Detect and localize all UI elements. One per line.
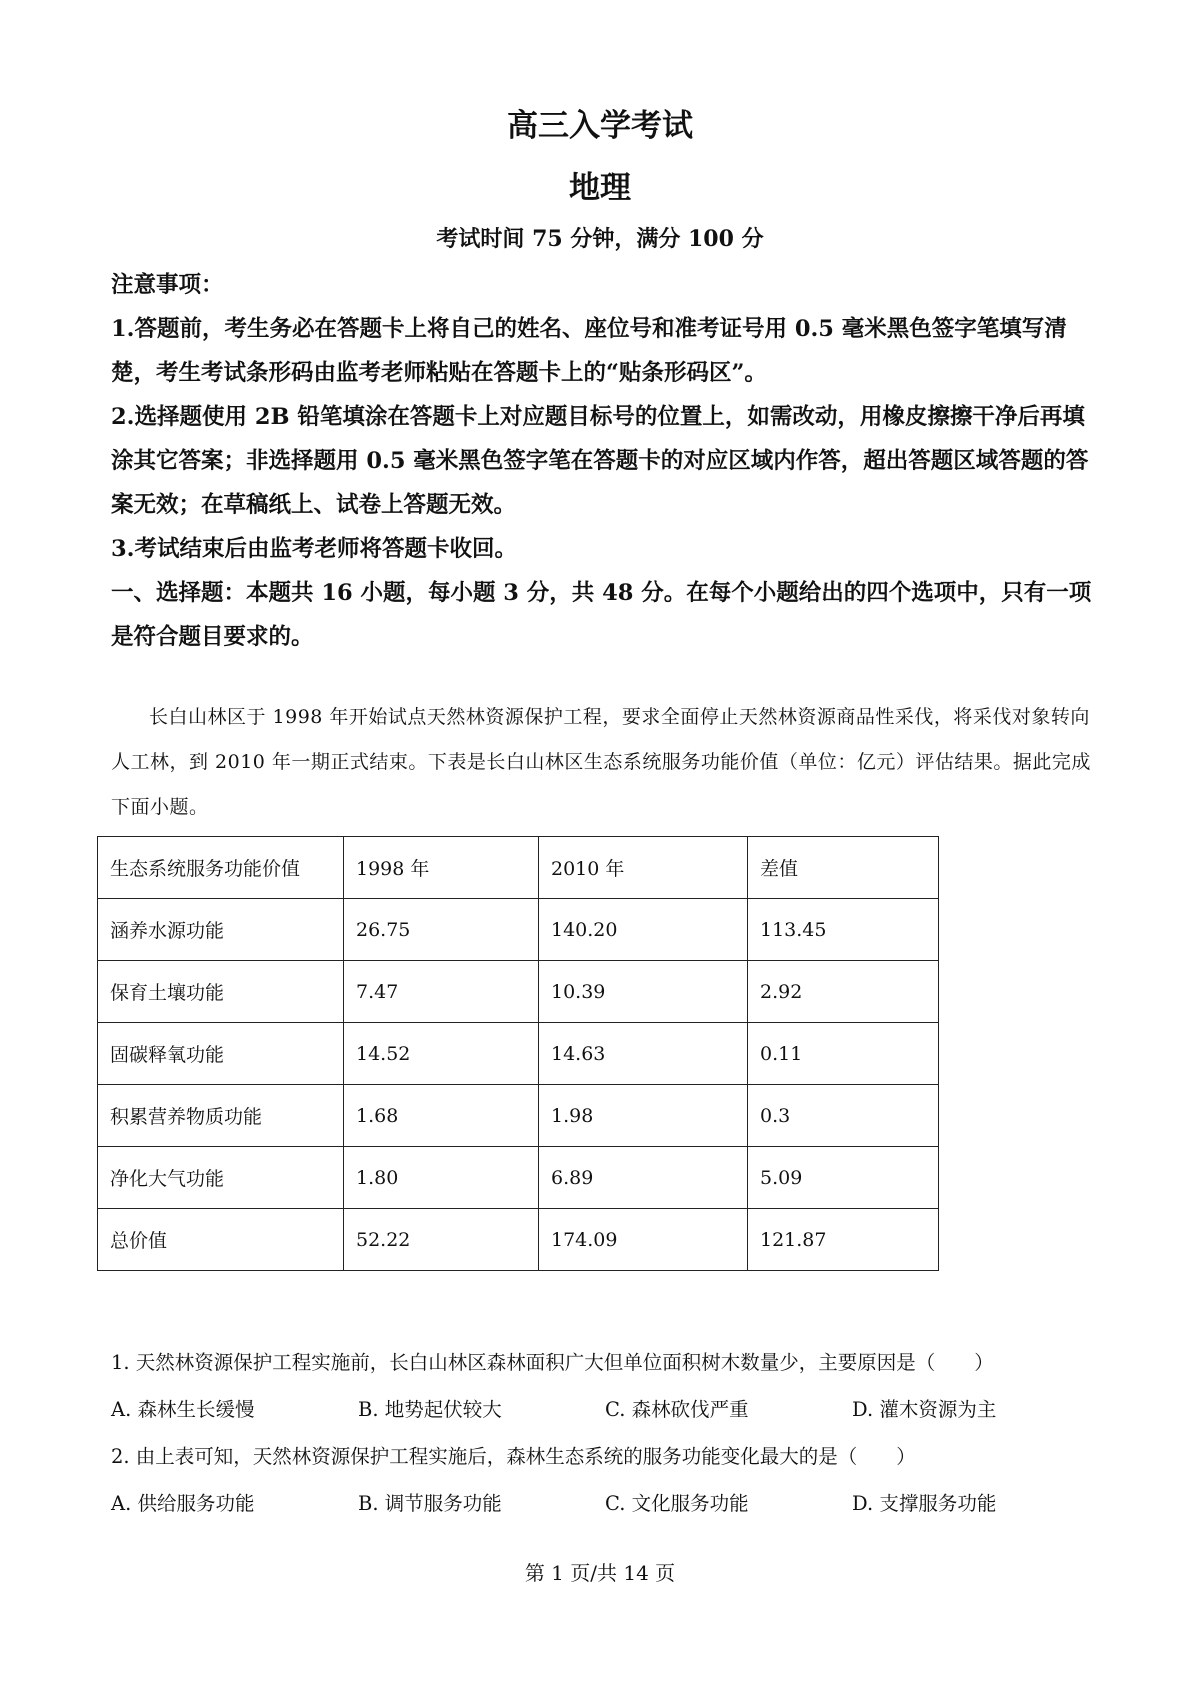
table-cell: 积累营养物质功能 xyxy=(98,1085,344,1147)
page-number: 第 1 页/共 14 页 xyxy=(524,1561,676,1585)
exam-info: 考试时间 75 分钟，满分 100 分 xyxy=(436,226,764,252)
subject-title: 地理 xyxy=(569,170,631,206)
option-c: C. 文化服务功能 xyxy=(605,1492,749,1515)
table-cell: 1.98 xyxy=(539,1085,748,1147)
table-cell: 2.92 xyxy=(748,961,939,1023)
question-2-stem: 2. 由上表可知，天然林资源保护工程实施后，森林生态系统的服务功能变化最大的是（ ） xyxy=(111,1445,916,1468)
table-cell: 10.39 xyxy=(539,961,748,1023)
table-cell: 174.09 xyxy=(539,1209,748,1271)
table-cell: 1.80 xyxy=(344,1147,539,1209)
exam-title: 高三入学考试 xyxy=(507,108,693,144)
table-header-cell: 1998 年 xyxy=(344,837,539,899)
notices-block xyxy=(111,263,1101,659)
table-cell: 140.20 xyxy=(539,899,748,961)
intro-passage xyxy=(111,695,1101,830)
option-b: B. 调节服务功能 xyxy=(358,1492,502,1515)
table-row xyxy=(98,1023,939,1085)
table-cell: 0.11 xyxy=(748,1023,939,1085)
table-cell: 6.89 xyxy=(539,1147,748,1209)
option-d: D. 支撑服务功能 xyxy=(852,1492,997,1515)
table-row xyxy=(98,1085,939,1147)
question-1-options xyxy=(111,1394,1101,1422)
notice-item-3: 3.考试结束后由监考老师将答题卡收回。 xyxy=(111,536,517,562)
table-header-cell: 生态系统服务功能价值 xyxy=(98,837,344,899)
section-heading: 一、选择题：本题共 16 小题，每小题 3 分，共 48 分。在每个小题给出的四个选项中，只有一项是符合题目要求的。 xyxy=(111,580,1092,650)
table-cell: 121.87 xyxy=(748,1209,939,1271)
table-cell: 涵养水源功能 xyxy=(98,899,344,961)
table-cell: 0.3 xyxy=(748,1085,939,1147)
table-cell: 保育土壤功能 xyxy=(98,961,344,1023)
table-cell: 1.68 xyxy=(344,1085,539,1147)
table-cell: 5.09 xyxy=(748,1147,939,1209)
intro-text: 长白山林区于 1998 年开始试点天然林资源保护工程，要求全面停止天然林资源商品性采伐，将采伐对象转向人工林，到 2010 年一期正式结束。下表是长白山林区生态系统服务功能价值（单位：亿元）评估结果。据此完成下面小题。 xyxy=(111,706,1091,818)
table-header-cell: 2010 年 xyxy=(539,837,748,899)
option-b: B. 地势起伏较大 xyxy=(358,1398,502,1421)
table-cell: 固碳释氧功能 xyxy=(98,1023,344,1085)
table-cell: 总价值 xyxy=(98,1209,344,1271)
table-cell: 26.75 xyxy=(344,899,539,961)
notice-item-1: 1.答题前，考生务必在答题卡上将自己的姓名、座位号和准考证号用 0.5 毫米黑色签字笔填写清楚，考生考试条形码由监考老师粘贴在答题卡上的“贴条形码区”。 xyxy=(111,316,1067,386)
option-c: C. 森林砍伐严重 xyxy=(605,1398,749,1421)
table-row xyxy=(98,1209,939,1271)
table-header-row xyxy=(98,837,939,899)
table-row xyxy=(98,899,939,961)
table-cell: 7.47 xyxy=(344,961,539,1023)
table-header-cell: 差值 xyxy=(748,837,939,899)
notices-heading: 注意事项： xyxy=(111,272,224,298)
table-cell: 14.52 xyxy=(344,1023,539,1085)
question-1-stem: 1. 天然林资源保护工程实施前，长白山林区森林面积广大但单位面积树木数量少，主要原因是（ ） xyxy=(111,1351,994,1374)
notice-item-2: 2.选择题使用 2B 铅笔填涂在答题卡上对应题目标号的位置上，如需改动，用橡皮擦擦干净后再填涂其它答案；非选择题用 0.5 毫米黑色签字笔在答题卡的对应区域内作答，超出答题区域答题的答案无效；在草稿纸上、试卷上答题无效。 xyxy=(111,404,1089,518)
table-cell: 14.63 xyxy=(539,1023,748,1085)
option-d: D. 灌木资源为主 xyxy=(852,1398,997,1421)
option-a: A. 供给服务功能 xyxy=(111,1492,255,1515)
question-2-options xyxy=(111,1488,1101,1516)
ecosystem-value-table xyxy=(97,836,939,1271)
table-row xyxy=(98,961,939,1023)
table-cell: 113.45 xyxy=(748,899,939,961)
table-cell: 净化大气功能 xyxy=(98,1147,344,1209)
option-a: A. 森林生长缓慢 xyxy=(111,1398,255,1421)
table-row xyxy=(98,1147,939,1209)
table-cell: 52.22 xyxy=(344,1209,539,1271)
